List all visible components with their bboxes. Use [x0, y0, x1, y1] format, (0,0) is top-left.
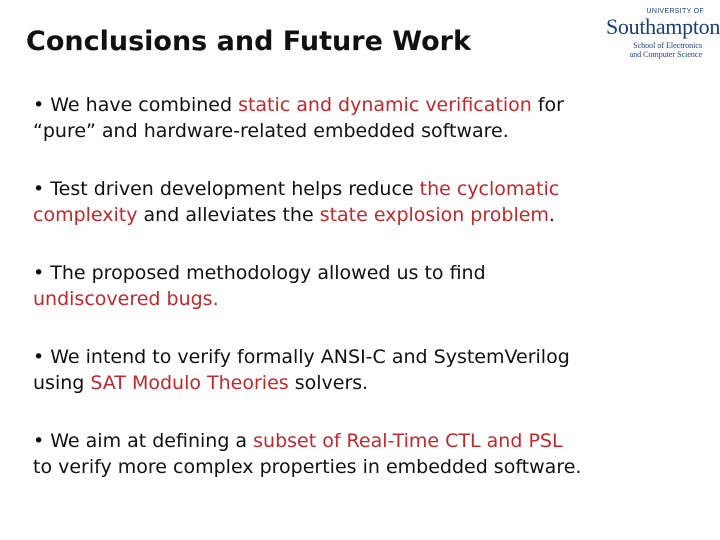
highlighted-text: undiscovered bugs. — [33, 288, 219, 310]
university-logo — [598, 8, 720, 68]
bullet-text: . — [548, 204, 555, 226]
bullet-line — [33, 370, 693, 396]
bullet-text: to verify more complex properties in embedded software. — [33, 456, 582, 478]
bullet-list — [33, 92, 693, 512]
slide-title: Conclusions and Future Work — [26, 26, 471, 57]
bullet-line — [33, 454, 693, 480]
logo-university-line: UNIVERSITY OF — [646, 8, 704, 15]
highlighted-text: SAT Modulo Theories — [90, 372, 289, 394]
bullet-text: and alleviates the — [137, 204, 320, 226]
logo-school — [630, 41, 702, 59]
logo-school-line2: and Computer Science — [629, 50, 702, 59]
logo-name: Southampton — [606, 14, 720, 39]
highlighted-text: the cyclomatic — [419, 178, 560, 200]
bullet-line — [33, 428, 693, 454]
bullet-text: • The proposed methodology allowed us to find — [33, 262, 486, 284]
bullet-text: “pure” and hardware-related embedded software. — [33, 120, 509, 142]
bullet-line — [33, 118, 693, 144]
highlighted-text: static and dynamic verification — [238, 94, 532, 116]
bullet-line — [33, 176, 693, 202]
logo-school-line1: School of Electronics — [633, 41, 702, 50]
highlighted-text: complexity — [33, 204, 138, 226]
highlighted-text: subset of Real-Time CTL and PSL — [253, 430, 563, 452]
bullet-line — [33, 286, 693, 312]
bullet-item — [33, 260, 693, 312]
bullet-text: • We aim at defining a — [33, 430, 254, 452]
bullet-text: solvers. — [288, 372, 369, 394]
bullet-item — [33, 92, 693, 144]
bullet-text: for — [531, 94, 564, 116]
bullet-item — [33, 344, 693, 396]
bullet-item — [33, 176, 693, 228]
bullet-line — [33, 260, 693, 286]
bullet-text: • We have combined — [33, 94, 239, 116]
bullet-line — [33, 344, 693, 370]
bullet-item — [33, 428, 693, 480]
bullet-line — [33, 202, 693, 228]
highlighted-text: state explosion problem — [319, 204, 549, 226]
bullet-line — [33, 92, 693, 118]
bullet-text: • Test driven development helps reduce — [33, 178, 420, 200]
bullet-text: • We intend to verify formally ANSI-C and SystemVerilog — [33, 346, 570, 368]
bullet-text: using — [33, 372, 91, 394]
